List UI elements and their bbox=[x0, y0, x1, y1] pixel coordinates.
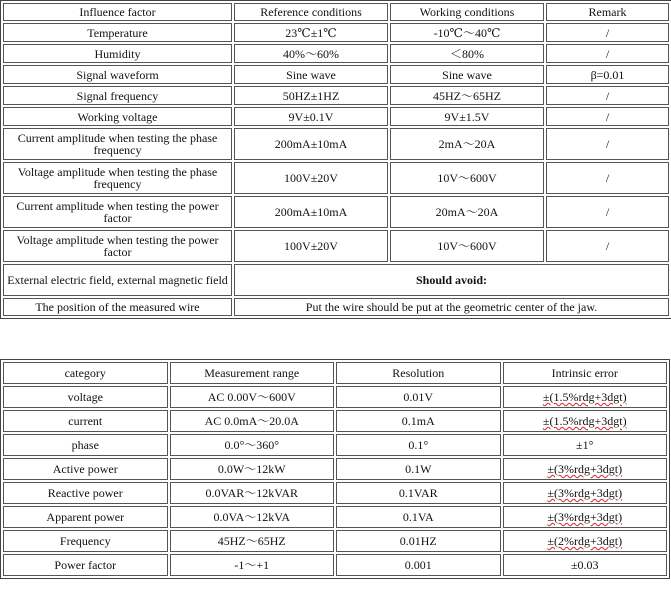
category-cell: phase bbox=[3, 434, 168, 456]
error-cell: ±(3%rdg+3dgt) bbox=[503, 506, 668, 528]
working-cell: 20mA～20A bbox=[390, 196, 544, 228]
remark-cell: / bbox=[546, 162, 669, 194]
resolution-cell: 0.1VAR bbox=[336, 482, 501, 504]
table-row bbox=[3, 410, 667, 432]
field-avoid-note: Should avoid: bbox=[234, 264, 669, 296]
factor-cell: Humidity bbox=[3, 44, 232, 63]
table-row bbox=[3, 230, 669, 262]
measurement-spec-table bbox=[0, 359, 670, 579]
table-row bbox=[3, 44, 669, 63]
reference-cell: 200mA±10mA bbox=[234, 128, 388, 160]
factor-cell: Signal waveform bbox=[3, 65, 232, 84]
range-cell: -1～+1 bbox=[170, 554, 335, 576]
wire-position-note: Put the wire should be put at the geometric center of the jaw. bbox=[234, 298, 669, 316]
header-influence-factor: Influence factor bbox=[3, 3, 232, 21]
factor-cell: Current amplitude when testing the power factor bbox=[3, 196, 232, 228]
resolution-cell: 0.1mA bbox=[336, 410, 501, 432]
working-cell: -10℃～40℃ bbox=[390, 23, 544, 42]
remark-cell: β=0.01 bbox=[546, 65, 669, 84]
range-cell: 0.0°～360° bbox=[170, 434, 335, 456]
range-cell: 0.0VAR～12kVAR bbox=[170, 482, 335, 504]
factor-cell: Temperature bbox=[3, 23, 232, 42]
table-row bbox=[3, 298, 669, 316]
header-category: category bbox=[3, 362, 168, 384]
table-row bbox=[3, 458, 667, 480]
table-row bbox=[3, 482, 667, 504]
table-header-row bbox=[3, 3, 669, 21]
range-cell: 0.0W～12kW bbox=[170, 458, 335, 480]
category-cell: Active power bbox=[3, 458, 168, 480]
table-row bbox=[3, 23, 669, 42]
error-cell: ±(3%rdg+3dgt) bbox=[503, 482, 668, 504]
table-row bbox=[3, 162, 669, 194]
range-cell: 0.0VA～12kVA bbox=[170, 506, 335, 528]
header-reference-conditions: Reference conditions bbox=[234, 3, 388, 21]
working-cell: ＜80% bbox=[390, 44, 544, 63]
remark-cell: / bbox=[546, 196, 669, 228]
table-row bbox=[3, 107, 669, 126]
range-cell: AC 0.0mA～20.0A bbox=[170, 410, 335, 432]
category-cell: current bbox=[3, 410, 168, 432]
reference-cell: 100V±20V bbox=[234, 230, 388, 262]
table-row bbox=[3, 128, 669, 160]
range-cell: AC 0.00V～600V bbox=[170, 386, 335, 408]
table-row bbox=[3, 196, 669, 228]
error-cell: ±(1.5%rdg+3dgt) bbox=[503, 386, 668, 408]
table-row bbox=[3, 506, 667, 528]
factor-cell: Voltage amplitude when testing the power factor bbox=[3, 230, 232, 262]
category-cell: voltage bbox=[3, 386, 168, 408]
category-cell: Apparent power bbox=[3, 506, 168, 528]
remark-cell: / bbox=[546, 107, 669, 126]
remark-cell: / bbox=[546, 230, 669, 262]
reference-cell: 23℃±1℃ bbox=[234, 23, 388, 42]
reference-cell: 50HZ±1HZ bbox=[234, 86, 388, 105]
error-cell: ±(3%rdg+3dgt) bbox=[503, 458, 668, 480]
table-row bbox=[3, 434, 667, 456]
working-cell: 2mA～20A bbox=[390, 128, 544, 160]
factor-cell: Current amplitude when testing the phase frequency bbox=[3, 128, 232, 160]
working-cell: 10V～600V bbox=[390, 230, 544, 262]
table-row bbox=[3, 530, 667, 552]
category-cell: Reactive power bbox=[3, 482, 168, 504]
resolution-cell: 0.001 bbox=[336, 554, 501, 576]
table-row bbox=[3, 264, 669, 296]
reference-cell: 200mA±10mA bbox=[234, 196, 388, 228]
error-cell: ±1° bbox=[503, 434, 668, 456]
reference-cell: Sine wave bbox=[234, 65, 388, 84]
header-remark: Remark bbox=[546, 3, 669, 21]
remark-cell: / bbox=[546, 44, 669, 63]
working-cell: Sine wave bbox=[390, 65, 544, 84]
resolution-cell: 0.1W bbox=[336, 458, 501, 480]
header-working-conditions: Working conditions bbox=[390, 3, 544, 21]
factor-cell: Voltage amplitude when testing the phase frequency bbox=[3, 162, 232, 194]
category-cell: Frequency bbox=[3, 530, 168, 552]
table-row bbox=[3, 386, 667, 408]
resolution-cell: 0.01HZ bbox=[336, 530, 501, 552]
factor-cell: The position of the measured wire bbox=[3, 298, 232, 316]
working-cell: 45HZ～65HZ bbox=[390, 86, 544, 105]
reference-cell: 40%～60% bbox=[234, 44, 388, 63]
working-cell: 9V±1.5V bbox=[390, 107, 544, 126]
error-cell: ±(2%rdg+3dgt) bbox=[503, 530, 668, 552]
header-intrinsic-error: Intrinsic error bbox=[503, 362, 668, 384]
factor-cell: Signal frequency bbox=[3, 86, 232, 105]
resolution-cell: 0.1VA bbox=[336, 506, 501, 528]
range-cell: 45HZ～65HZ bbox=[170, 530, 335, 552]
reference-cell: 9V±0.1V bbox=[234, 107, 388, 126]
resolution-cell: 0.01V bbox=[336, 386, 501, 408]
error-cell: ±0.03 bbox=[503, 554, 668, 576]
error-cell: ±(1.5%rdg+3dgt) bbox=[503, 410, 668, 432]
header-measurement-range: Measurement range bbox=[170, 362, 335, 384]
table-row bbox=[3, 65, 669, 84]
table-row bbox=[3, 554, 667, 576]
resolution-cell: 0.1° bbox=[336, 434, 501, 456]
table-header-row bbox=[3, 362, 667, 384]
remark-cell: / bbox=[546, 86, 669, 105]
table-row bbox=[3, 86, 669, 105]
remark-cell: / bbox=[546, 128, 669, 160]
reference-cell: 100V±20V bbox=[234, 162, 388, 194]
factor-cell: Working voltage bbox=[3, 107, 232, 126]
category-cell: Power factor bbox=[3, 554, 168, 576]
header-resolution: Resolution bbox=[336, 362, 501, 384]
factor-cell: External electric field, external magnetic field bbox=[3, 264, 232, 296]
remark-cell: / bbox=[546, 23, 669, 42]
working-cell: 10V～600V bbox=[390, 162, 544, 194]
